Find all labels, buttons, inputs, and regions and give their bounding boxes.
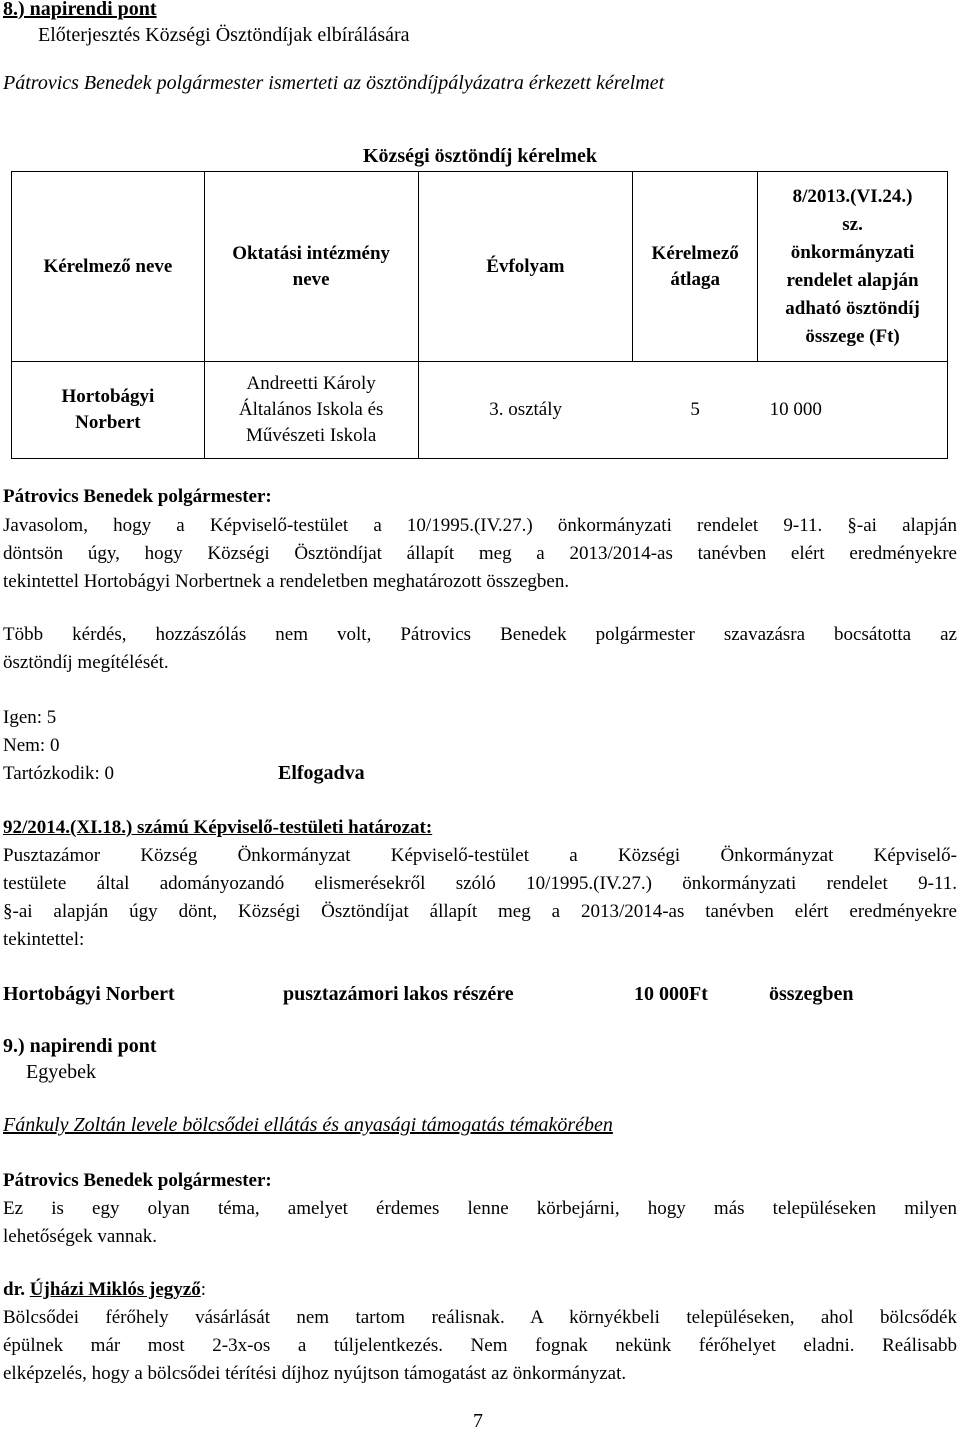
header-amount-line: 8/2013.(VI.24.) (792, 185, 913, 207)
resolution-line: testülete által adományozandó elismerésekről szóló 10/1995.(IV.27.) önkormányzati rendelet 9-11. (3, 873, 957, 894)
cell-applicant-line: Norbert (75, 412, 141, 433)
header-amount-line: rendelet alapján (786, 269, 919, 291)
item9-heading: 9.) napirendi pont (3, 1035, 157, 1057)
header-applicant: Kérelmező neve (12, 172, 205, 362)
item8-heading: 8.) napirendi pont (3, 0, 157, 20)
statement2-line: Bölcsődei férőhely vásárlását nem tartom reálisnak. A környékbeli településeken, ahol bölcsődék (3, 1307, 957, 1328)
header-grade: Évfolyam (418, 172, 633, 362)
item9-subheading: Egyebek (26, 1061, 96, 1083)
header-school (204, 172, 418, 362)
statement2-speaker (3, 1279, 206, 1301)
header-average-line: Kérelmező (651, 242, 739, 264)
header-average-line: átlaga (670, 268, 720, 290)
cell-amount: 10 000 (758, 362, 948, 459)
speaker-name: Újházi Miklós jegyző (29, 1279, 201, 1300)
cell-average: 5 (633, 362, 758, 459)
resolution-title: 92/2014.(XI.18.) számú Képviselő-testületi határozat: (3, 817, 433, 838)
page-number: 7 (473, 1410, 483, 1432)
header-amount (758, 172, 948, 362)
vote-intro-line: ösztöndíj megítélését. (3, 652, 169, 673)
vote-no: Nem: 0 (3, 735, 60, 756)
cell-school-line: Andreetti Károly (246, 373, 376, 394)
cell-school (204, 362, 418, 459)
statement1-line: Ez is egy olyan téma, amelyet érdemes lenne körbejárni, hogy más településeken milyen (3, 1198, 957, 1219)
resolution-line: tekintettel: (3, 929, 85, 950)
header-amount-line: összege (Ft) (805, 325, 900, 347)
table-header-row (12, 172, 948, 362)
table-row (12, 362, 948, 459)
proposal-line: tekintettel Hortobágyi Norbertnek a rendeletben meghatározott összegben. (3, 571, 570, 592)
cell-applicant-line: Hortobágyi (61, 386, 155, 407)
award-suffix: összegben (769, 983, 854, 1005)
statement2-line: épülnek már most 2-3x-os a túljelentkezés. Nem fognak nekünk férőhelyet eladni. Reálisabb (3, 1335, 957, 1356)
speaker-colon: : (200, 1279, 207, 1300)
proposal-line: döntsön úgy, hogy Községi Ösztöndíjat állapít meg a 2013/2014-as tanévben elért eredményekre (3, 543, 957, 564)
proposal-speaker: Pátrovics Benedek polgármester: (3, 486, 272, 507)
vote-abstain: Tartózkodik: 0 (3, 763, 115, 784)
cell-grade: 3. osztály (418, 362, 633, 459)
table-title: Községi ösztöndíj kérelmek (362, 145, 598, 167)
proposal-line: Javasolom, hogy a Képviselő-testület a 10/1995.(IV.27.) önkormányzati rendelet 9-11. §-ai alapján (3, 515, 957, 536)
statement1-speaker: Pátrovics Benedek polgármester: (3, 1170, 272, 1191)
resolution-line: Pusztazámor Község Önkormányzat Képviselő-testület a Községi Önkormányzat Képviselő- (3, 845, 957, 866)
cell-school-line: Általános Iskola és (238, 399, 384, 420)
header-average (633, 172, 758, 362)
cell-applicant (12, 362, 205, 459)
vote-result: Elfogadva (278, 762, 365, 784)
header-amount-line: sz. (842, 213, 863, 235)
item8-subheading: Előterjesztés Községi Ösztöndíjak elbírálására (38, 24, 410, 46)
item8-intro: Pátrovics Benedek polgármester ismerteti az ösztöndíjpályázatra érkezett kérelmet (3, 72, 665, 94)
header-amount-line: önkormányzati (790, 241, 915, 263)
vote-yes: Igen: 5 (3, 707, 57, 728)
item9-topic: Fánkuly Zoltán levele bölcsődei ellátás és anyasági támogatás témakörében (3, 1114, 613, 1136)
cell-school-line: Művészeti Iskola (245, 425, 377, 446)
award-residence: pusztazámori lakos részére (283, 983, 514, 1005)
header-school-line: neve (292, 268, 330, 290)
speaker-title: dr. (3, 1279, 30, 1300)
statement2-line: elképzelés, hogy a bölcsődei térítési díjhoz nyújtson támogatást az önkormányzat. (3, 1363, 627, 1384)
award-amount: 10 000Ft (634, 983, 708, 1005)
header-school-line: Oktatási intézmény (232, 242, 391, 264)
resolution-line: §-ai alapján úgy dönt, Községi Ösztöndíjat állapít meg a 2013/2014-as tanévben elért eredményekre (3, 901, 957, 922)
scholarship-request-table (11, 171, 948, 459)
award-name: Hortobágyi Norbert (3, 983, 175, 1005)
header-amount-line: adható ösztöndíj (785, 297, 920, 319)
statement1-line: lehetőségek vannak. (3, 1226, 158, 1247)
vote-intro-line: Több kérdés, hozzászólás nem volt, Pátrovics Benedek polgármester szavazásra bocsátotta az (3, 624, 957, 645)
